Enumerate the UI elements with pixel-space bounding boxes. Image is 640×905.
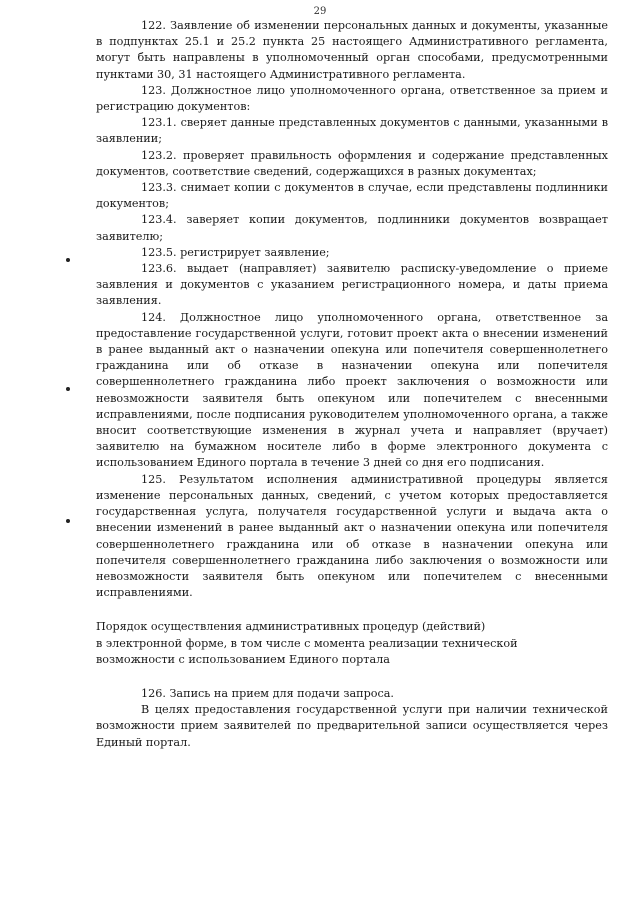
section-heading-line-3: возможности с использованием Единого портала (96, 652, 390, 666)
paragraph-124: 124. Должностное лицо уполномоченного органа, ответственное за предоставление государственной услуги, готовит проект акта о внесении изменений в ранее выданный акт о назначении опекуна или попечителя совершеннолетнего гражданина или об отказе в назначении опекуна или попечителя совершеннолетнего гражданина либо проект заключения о возможности или невозможности заявителя быть опекуном или попечителем с внесенными исправлениями, после подписания руководителем уполномоченного органа, а также вносит соответствующие изменения в журнал учета и направляет (вручает) заявителю на бумажном носителе либо в форме электронного документа с использованием Единого портала в течение 3 дней со дня его подписания. (96, 310, 608, 470)
paragraph-123-1: 123.1. сверяет данные представленных документов с данными, указанными в заявлении; (96, 116, 608, 146)
paragraph-123-6: 123.6. выдает (направляет) заявителю расписку-уведомление о приеме заявления и документов с указанием регистрационного номера, и даты приема заявления. (96, 262, 608, 308)
paragraph-123: 123. Должностное лицо уполномоченного органа, ответственное за прием и регистрацию документов: (96, 83, 608, 114)
paragraph-122: 122. Заявление об изменении персональных данных и документы, указанные в подпунктах 25.1 и 25.2 пункта 25 настоящего Административного регламента, могут быть направлены в уполномоченный орган способами, предусмотренными пунктами 30, 31 настоящего Административного регламента. (96, 19, 608, 81)
paragraph-123-5: 123.5. регистрирует заявление; (141, 245, 330, 259)
paragraph-125: 125. Результатом исполнения административной процедуры является изменение персональных данных, сведений, с учетом которых предоставляется государственная услуга, получателя государственной услуги и выдача акта о внесении изменений в ранее выданный акт о назначении опекуна или попечителя совершеннолетнего гражданина или об отказе в назначении опекуна или попечителя совершеннолетнего гражданина либо заключения о возможности или невозможности заявителя быть опекуном или попечителем с внесенными исправлениями. (96, 472, 608, 600)
margin-mark (66, 519, 70, 523)
margin-mark (66, 258, 70, 262)
section-heading-line-2: в электронной форме, в том числе с момента реализации технической (96, 636, 518, 650)
section-heading (96, 619, 608, 668)
margin-mark (66, 387, 70, 391)
paragraph-123-4: 123.4. заверяет копии документов, подлинники документов возвращает заявителю; (96, 213, 608, 243)
paragraph-126: 126. Запись на прием для подачи запроса. (141, 686, 394, 700)
body-text (96, 18, 608, 751)
paragraph-123-3: 123.3. снимает копии с документов в случае, если представлены подлинники документов; (96, 181, 608, 211)
section-heading-line-1: Порядок осуществления административных процедур (действий) (96, 620, 486, 634)
paragraph-123-2: 123.2. проверяет правильность оформления и содержание представленных документов, соответствие сведений, содержащихся в разных документах; (96, 148, 608, 178)
paragraph-126-body: В целях предоставления государственной услуги при наличии технической возможности прием заявителей по предварительной записи осуществляется через Единый портал. (96, 703, 608, 749)
page-number: 29 (313, 6, 327, 17)
